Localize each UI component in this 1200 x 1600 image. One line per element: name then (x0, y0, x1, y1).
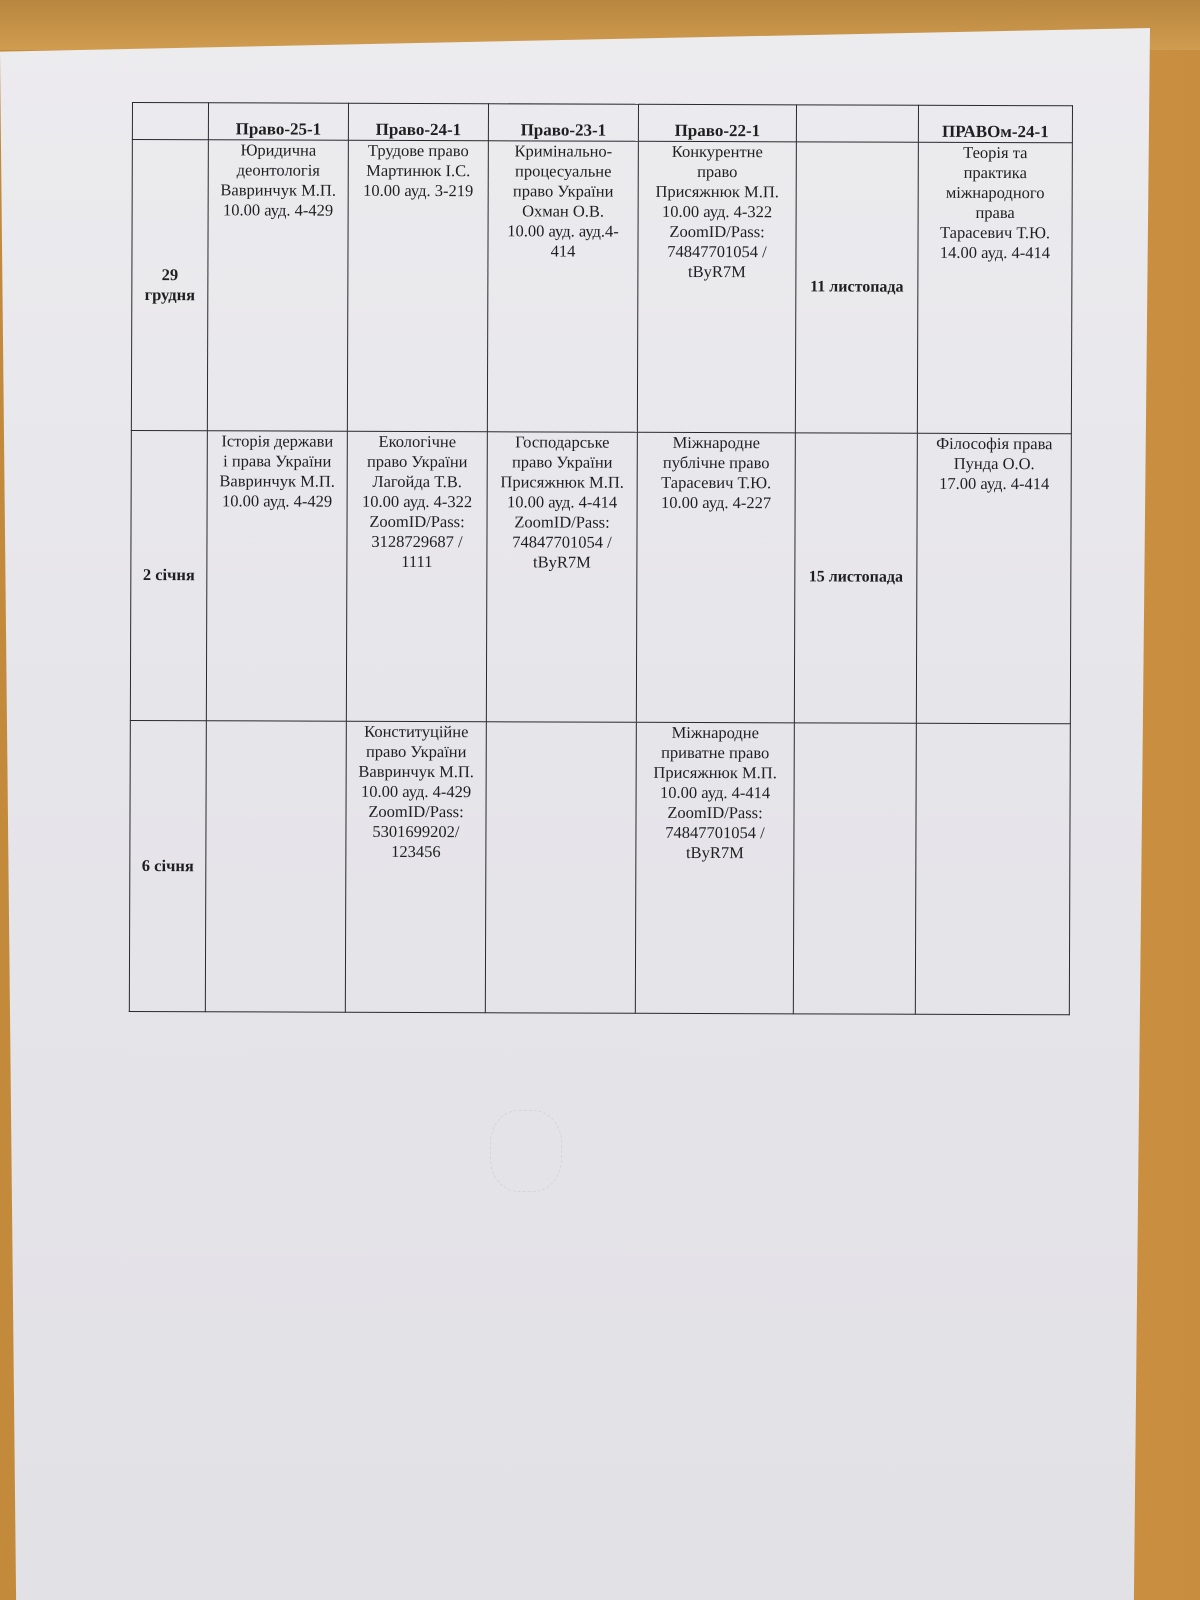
course-line: Міжнародне (672, 432, 761, 452)
header-cell-group: Право-25-1 (208, 103, 348, 140)
course-line: 10.00 ауд. 4-414 (507, 491, 618, 512)
course-cell (206, 430, 347, 721)
course-line: права (975, 202, 1015, 223)
course-line: Теорія та (963, 142, 1028, 163)
course-line: 5301699202/ (372, 822, 460, 842)
course-line: Трудове право (367, 140, 469, 161)
table-row (130, 430, 1071, 724)
header-cell-group: Право-24-1 (348, 103, 488, 140)
course-line: 14.00 ауд. 4-414 (939, 242, 1051, 263)
course-line: 74847701054 / (512, 531, 612, 552)
course-line: Конкурентне (671, 141, 763, 162)
header-cell-group: Право-22-1 (638, 104, 796, 142)
date-cell (130, 430, 207, 721)
course-line: 10.00 ауд. 4-429 (361, 782, 472, 802)
date-text: 2 січня (142, 565, 195, 585)
course-line: Мартинюк І.С. (366, 160, 471, 181)
course-line: tByR7M (532, 552, 591, 572)
course-line: і права України (223, 450, 332, 471)
date-text: 29 (161, 264, 179, 284)
course-cell (917, 142, 1072, 433)
course-line: 74847701054 / (667, 241, 767, 262)
course-line: 10.00 ауд. 4-227 (661, 492, 772, 512)
header-cell-date (132, 103, 208, 140)
course-line: 414 (550, 241, 576, 261)
course-line: право України (365, 742, 467, 762)
course-line: Юридична (240, 140, 317, 160)
alt-date-cell: 15 листопада (794, 432, 917, 723)
course-line: 10.00 ауд. 4-414 (660, 783, 771, 803)
course-cell (345, 722, 486, 1013)
course-cell (487, 141, 638, 432)
header-cell-group: ПРАВОм-24-1 (918, 105, 1072, 143)
course-line: 1111 (401, 551, 433, 571)
course-line: 10.00 ауд. 3-219 (363, 180, 474, 201)
course-line: Вавринчук М.П. (219, 470, 335, 491)
header-cell-blank (796, 105, 918, 142)
paper-crease (490, 1110, 562, 1192)
course-line: міжнародного (945, 182, 1045, 203)
course-line: 123456 (391, 842, 441, 862)
course-line: tByR7M (685, 843, 744, 863)
course-line: Історія держави (221, 430, 334, 451)
course-line: Присяжнюк М.П. (655, 181, 779, 202)
course-line: Присяжнюк М.П. (500, 471, 624, 492)
course-line: Філософія права (936, 433, 1053, 453)
course-line: 10.00 ауд. 4-322 (362, 491, 473, 511)
course-cell (635, 723, 794, 1014)
course-line: право України (511, 451, 613, 472)
course-line: ZoomID/Pass: (368, 802, 464, 822)
course-cell (347, 140, 488, 431)
date-cell (129, 721, 206, 1012)
course-line: tByR7M (687, 261, 746, 282)
course-line: ZoomID/Pass: (669, 221, 765, 242)
course-cell (346, 431, 487, 722)
course-line: Тарасевич Т.Ю. (939, 222, 1051, 243)
course-line: ZoomID/Pass: (369, 511, 465, 531)
course-line: практика (963, 162, 1027, 183)
course-line: деонтологія (236, 160, 320, 180)
course-line: 10.00 ауд. 4-429 (223, 200, 334, 220)
alt-date-cell (793, 723, 916, 1014)
header-cell-group: Право-23-1 (488, 104, 638, 142)
course-line: 74847701054 / (665, 823, 765, 843)
course-line: Кримінально- (514, 141, 613, 161)
course-line: Конституційне (364, 722, 469, 742)
course-line: ZoomID/Pass: (667, 803, 763, 823)
course-line: 10.00 ауд. ауд.4- (507, 221, 619, 241)
course-line: Пунда О.О. (953, 453, 1035, 473)
course-line: публічне право (662, 452, 770, 472)
course-line: Господарське (515, 431, 610, 452)
course-line: Тарасевич Т.Ю. (661, 472, 772, 492)
course-line: 10.00 ауд. 4-429 (222, 490, 333, 511)
course-line: Вавринчук М.П. (358, 762, 474, 782)
course-line: Присяжнюк М.П. (653, 763, 777, 783)
course-line: ZoomID/Pass: (514, 511, 610, 532)
course-cell (637, 141, 796, 432)
table-row (131, 140, 1072, 434)
course-line: Екологічне (378, 431, 457, 451)
course-line: процесуальне (515, 161, 612, 181)
course-cell (207, 140, 348, 431)
course-cell (486, 431, 637, 722)
course-line: Охман О.В. (522, 201, 605, 221)
course-line: Лагойда Т.В. (372, 471, 462, 491)
course-line: Вавринчук М.П. (220, 180, 337, 200)
course-cell (485, 722, 636, 1013)
course-line: 10.00 ауд. 4-322 (662, 201, 773, 222)
table-row (129, 721, 1070, 1015)
header-row (132, 103, 1072, 143)
course-line: право України (512, 181, 614, 201)
schedule-table (129, 102, 1073, 1015)
course-line: 3128729687 / (371, 531, 463, 551)
course-line: 17.00 ауд. 4-414 (939, 473, 1050, 493)
course-line: приватне право (661, 743, 770, 763)
course-cell (916, 433, 1071, 724)
course-cell (915, 724, 1070, 1015)
date-text: 6 січня (141, 856, 194, 876)
course-cell (636, 432, 795, 723)
date-text: грудня (144, 284, 196, 305)
course-line: Міжнародне (671, 723, 760, 743)
course-line: право (697, 161, 738, 182)
alt-date-cell: 11 листопада (795, 142, 918, 433)
course-cell (205, 721, 346, 1012)
course-line: право України (366, 451, 468, 471)
date-cell (131, 140, 208, 431)
